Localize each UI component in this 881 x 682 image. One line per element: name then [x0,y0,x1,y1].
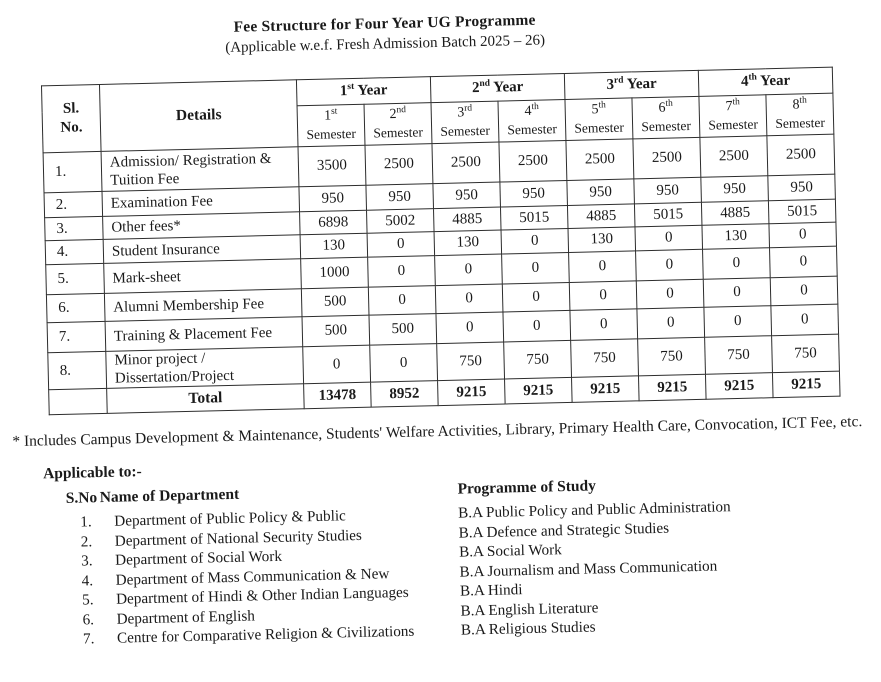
value-cell: 0 [368,256,436,288]
value-cell: 750 [705,336,773,375]
value-cell: 0 [569,281,637,311]
value-cell: 0 [703,278,771,308]
department-number: 7. [82,630,95,648]
value-cell: 0 [303,345,371,384]
value-cell: 500 [369,314,437,346]
details-cell: Minor project / Dissertation/Project [106,347,304,389]
programme-item: B.A Religious Studies [460,618,596,639]
value-cell: 4885 [434,207,502,232]
value-cell: 0 [636,249,704,281]
total-value-cell: 9215 [639,374,707,401]
sl-cell [49,388,108,414]
value-cell: 0 [770,276,838,306]
value-cell: 2500 [767,134,835,176]
col-header-year-4: 4th Year [698,67,833,96]
total-value-cell: 8952 [371,381,439,408]
value-cell: 0 [635,225,703,251]
department-name: Department of Hindi & Other Indian Languages [115,584,409,608]
sl-cell: 3. [45,216,104,240]
value-cell: 750 [504,340,572,379]
value-cell: 2500 [566,139,634,181]
value-cell: 0 [769,222,837,248]
details-cell: Examination Fee [102,187,300,217]
sl-cell: 6. [46,293,105,322]
department-column-header [66,481,458,508]
value-cell: 4885 [567,204,635,229]
value-cell: 0 [503,310,571,342]
value-cell: 750 [638,337,706,376]
details-cell: Other fees* [103,212,300,240]
col-header-semester-7: 7th Semester [699,95,767,138]
department-column [66,481,462,649]
page-title: Fee Structure for Four Year UG Programme [233,11,536,36]
value-cell: 0 [771,304,839,336]
value-cell: 5015 [500,205,568,230]
value-cell: 500 [302,315,370,347]
applicable-heading: Applicable to:- [42,463,142,483]
total-label: Total [107,384,305,414]
department-number: 1. [80,513,92,532]
fee-table [41,67,841,416]
value-cell: 2500 [700,136,768,178]
value-cell: 0 [502,252,570,284]
programme-column-header: Programme of Study [457,477,597,499]
value-cell: 950 [299,185,367,212]
programme-item: B.A Social Work [458,541,562,561]
department-name-header: Name of Department [99,486,240,507]
value-cell: 130 [300,233,368,259]
programme-item: B.A Public Policy and Public Administration [457,498,731,523]
value-cell: 6898 [300,210,368,235]
department-number: 6. [82,610,95,629]
value-cell: 1000 [301,257,369,289]
col-header-year-2: 2nd Year [430,74,565,103]
value-cell: 0 [502,282,570,312]
sl-cell: 1. [43,151,102,192]
total-value-cell: 9215 [772,371,840,398]
department-number: 3. [81,552,93,570]
value-cell: 0 [436,312,504,344]
page-subtitle: (Applicable w.e.f. Fresh Admission Batch 2025 – 26) [225,32,546,56]
value-cell: 0 [501,228,569,254]
value-cell: 0 [435,254,503,286]
value-cell: 130 [434,230,502,256]
total-value-cell: 9215 [505,377,573,404]
col-header-year-1: 1st Year [296,77,431,106]
value-cell: 5002 [367,209,435,234]
total-value-cell: 13478 [304,382,372,409]
department-name: Department of National Security Studies [114,526,363,550]
footnote: * Includes Campus Development & Maintenance, Students' Welfare Activities, Library, Primary Health Care, Convocation, ICT Fee, etc. [12,413,863,451]
department-name: Centre for Comparative Religion & Civilizations [116,622,415,647]
value-cell: 0 [570,309,638,341]
value-cell: 2500 [432,142,500,184]
details-cell: Mark-sheet [104,259,302,294]
value-cell: 0 [370,344,438,383]
sl-cell: 2. [44,191,103,217]
department-number: 5. [81,591,94,609]
col-header-semester-2: 2nd Semester [364,103,432,146]
programme-item: B.A Hindi [459,581,523,600]
sl-header-line2: No. [60,119,83,136]
value-cell: 0 [703,248,771,280]
value-cell: 130 [568,227,636,253]
sl-cell: 4. [45,239,104,264]
col-header-semester-4: 4th Semester [498,100,566,143]
value-cell: 950 [500,180,568,207]
value-cell: 130 [702,224,770,250]
value-cell: 0 [435,284,503,314]
total-value-cell: 9215 [572,376,640,403]
col-header-year-3: 3rd Year [564,70,699,99]
programme-column [457,471,881,640]
sl-cell: 8. [48,351,107,389]
details-cell: Training & Placement Fee [105,317,303,352]
document-header [0,0,777,62]
department-number: 2. [80,533,93,551]
value-cell: 950 [567,179,635,206]
value-cell: 2500 [633,137,701,179]
value-cell: 0 [569,251,637,283]
col-header-details: Details [99,80,298,152]
value-cell: 0 [770,246,838,278]
details-cell: Alumni Membership Fee [104,289,302,322]
department-name: Department of Social Work [115,548,283,570]
sl-cell: 7. [47,321,106,352]
value-cell: 0 [368,286,436,316]
value-cell: 0 [636,279,704,309]
value-cell: 750 [437,342,505,381]
col-header-semester-6: 6th Semester [632,96,700,139]
sl-cell: 5. [46,263,105,294]
value-cell: 4885 [701,201,769,226]
value-cell: 2500 [365,144,433,186]
col-header-semester-3: 3rd Semester [431,101,499,144]
value-cell: 5015 [768,199,836,224]
programme-item: B.A Defence and Strategic Studies [458,519,670,542]
details-cell: Student Insurance [103,235,301,264]
programme-item: B.A Journalism and Mass Communication [459,557,718,581]
programme-item: B.A English Literature [460,599,599,620]
value-cell: 3500 [298,145,366,187]
col-header-semester-5: 5th Semester [565,98,633,141]
value-cell: 2500 [499,140,567,182]
value-cell: 950 [768,174,836,201]
col-header-sl-no [41,84,101,152]
value-cell: 0 [637,307,705,339]
value-cell: 0 [367,232,435,258]
total-value-cell: 9215 [706,373,774,400]
department-name: Department of Public Policy & Public [114,507,347,531]
department-name: Department of Mass Communication & New [115,565,390,589]
value-cell: 500 [301,287,369,317]
value-cell: 950 [701,176,769,203]
value-cell: 950 [366,184,434,211]
value-cell: 950 [634,177,702,204]
total-value-cell: 9215 [438,379,506,406]
department-number: 4. [81,572,94,590]
sl-header-line1: Sl. [62,100,80,118]
details-cell: Admission/ Registration & Tuition Fee [101,147,299,192]
department-name: Department of English [116,607,256,628]
sno-header: S.No [65,489,98,508]
value-cell: 0 [704,306,772,338]
value-cell: 750 [772,334,840,373]
value-cell: 950 [433,182,501,209]
value-cell: 750 [571,339,639,378]
value-cell: 5015 [634,202,702,227]
col-header-semester-8: 8th Semester [766,93,834,136]
applicable-columns [66,471,881,649]
col-header-semester-1: 1st Semester [297,104,365,147]
